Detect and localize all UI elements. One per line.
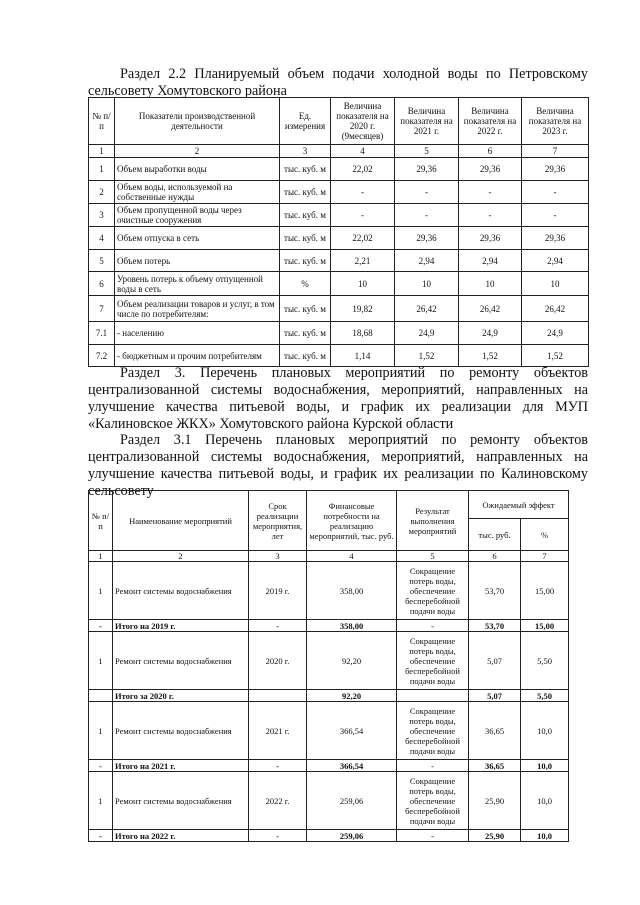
table-cell: 29,36 xyxy=(459,227,522,250)
table-cell: - xyxy=(459,204,522,227)
table-cell: - xyxy=(331,204,395,227)
table-cell: 1,52 xyxy=(395,345,459,367)
table-cell: 24,9 xyxy=(459,322,522,345)
table-cell: Итого на 2021 г. xyxy=(113,760,249,772)
table-cell: 7.2 xyxy=(89,345,115,367)
table-cell: Ремонт системы водоснабжения xyxy=(113,562,249,620)
table-cell: Ремонт системы водоснабжения xyxy=(113,772,249,830)
column-header: Ожидаемый эффект xyxy=(469,491,569,519)
column-header: тыс. руб. xyxy=(469,519,521,551)
table-header-row xyxy=(89,98,589,145)
table-row xyxy=(89,296,589,322)
table-cell: - xyxy=(522,204,589,227)
table-cell: Итого за 2020 г. xyxy=(113,690,249,702)
table-cell: Сокращение потерь воды, обеспечение бесперебойной подачи воды xyxy=(397,772,469,830)
table-cell: 25,90 xyxy=(469,830,521,842)
column-header: Величина показателя на 2020 г. (9месяцев) xyxy=(331,98,395,145)
table-cell: 2021 г. xyxy=(249,702,307,760)
column-number: 6 xyxy=(469,551,521,562)
table-cell: 1,14 xyxy=(331,345,395,367)
table-cell: - xyxy=(395,181,459,204)
table-cell: 1 xyxy=(89,158,115,181)
table-cell: - xyxy=(397,830,469,842)
table-cell: - xyxy=(397,760,469,772)
table-row xyxy=(89,772,569,830)
table-cell: - населению xyxy=(115,322,280,345)
column-header: № п/п xyxy=(89,491,113,551)
column-number: 6 xyxy=(459,145,522,158)
repair-measures-table xyxy=(88,490,569,842)
column-header: № п/п xyxy=(89,98,115,145)
table-cell: 36,65 xyxy=(469,760,521,772)
table-row xyxy=(89,702,569,760)
table-cell: - xyxy=(89,760,113,772)
table-cell: 25,90 xyxy=(469,772,521,830)
table-cell: 259,06 xyxy=(307,772,397,830)
table-cell: Итого на 2019 г. xyxy=(113,620,249,632)
table-cell: - бюджетным и прочим потребителям xyxy=(115,345,280,367)
table-cell: 19,82 xyxy=(331,296,395,322)
table-cell: Сокращение потерь воды, обеспечение бесперебойной подачи воды xyxy=(397,632,469,690)
table-cell: Объем воды, используемой на собственные нужды xyxy=(115,181,280,204)
column-number: 2 xyxy=(113,551,249,562)
table-cell: тыс. куб. м xyxy=(280,158,331,181)
table-cell: 5,07 xyxy=(469,632,521,690)
table-cell: Объем отпуска в сеть xyxy=(115,227,280,250)
table-cell: % xyxy=(280,272,331,296)
table-cell: 259,06 xyxy=(307,830,397,842)
table-cell: 29,36 xyxy=(459,158,522,181)
table-row xyxy=(89,181,589,204)
table-row xyxy=(89,204,589,227)
column-header: % xyxy=(521,519,569,551)
table-cell: 24,9 xyxy=(522,322,589,345)
table-row xyxy=(89,345,589,367)
table-cell: 36,65 xyxy=(469,702,521,760)
table-cell: тыс. куб. м xyxy=(280,322,331,345)
table-cell: тыс. куб. м xyxy=(280,204,331,227)
total-row xyxy=(89,620,569,632)
table-cell: 92,20 xyxy=(307,690,397,702)
column-header: Ед. измерения xyxy=(280,98,331,145)
table-cell: 2,94 xyxy=(395,250,459,272)
table-cell: Ремонт системы водоснабжения xyxy=(113,702,249,760)
table-cell: 1 xyxy=(89,562,113,620)
table-row xyxy=(89,272,589,296)
table-cell: 10 xyxy=(459,272,522,296)
table-cell: 5 xyxy=(89,250,115,272)
column-number-row xyxy=(89,145,589,158)
table-cell: 6 xyxy=(89,272,115,296)
table-cell: Уровень потерь к объему отпущенной воды в сеть xyxy=(115,272,280,296)
table-cell: тыс. куб. м xyxy=(280,181,331,204)
column-number: 1 xyxy=(89,145,115,158)
table-cell: 2 xyxy=(89,181,115,204)
table-cell: 26,42 xyxy=(522,296,589,322)
table-cell: - xyxy=(249,760,307,772)
table-row xyxy=(89,322,589,345)
table-cell: - xyxy=(331,181,395,204)
planned-water-supply-table xyxy=(88,97,589,367)
column-number: 3 xyxy=(249,551,307,562)
column-header: Величина показателя на 2023 г. xyxy=(522,98,589,145)
section-2-2-title: Раздел 2.2 Планируемый объем подачи холодной воды по Петровскому сельсовету Хомутовского района xyxy=(88,66,588,99)
section-3-title: Раздел 3. Перечень плановых мероприятий по ремонту объектов централизованной системы водоснабжения, мероприятий, направленных на улучшение качества питьевой воды, и график их реализации для МУП «Калиновское ЖКХ» Хомутовского района Курской области xyxy=(88,365,588,432)
table-cell: 53,70 xyxy=(469,562,521,620)
table-cell: 29,36 xyxy=(395,158,459,181)
total-row xyxy=(89,690,569,702)
table-header-row xyxy=(89,491,569,519)
table-cell: - xyxy=(459,181,522,204)
column-number: 1 xyxy=(89,551,113,562)
table-cell: 26,42 xyxy=(459,296,522,322)
table-cell: 7.1 xyxy=(89,322,115,345)
table-row xyxy=(89,227,589,250)
table-cell: - xyxy=(249,620,307,632)
table-cell: - xyxy=(395,204,459,227)
column-header: Наименование мероприятий xyxy=(113,491,249,551)
table-cell: Сокращение потерь воды, обеспечение бесперебойной подачи воды xyxy=(397,702,469,760)
table-cell: 10,0 xyxy=(521,702,569,760)
table-cell: Объем пропущенной воды через очистные сооружения xyxy=(115,204,280,227)
table-cell: 4 xyxy=(89,227,115,250)
table-cell: 7 xyxy=(89,296,115,322)
table-cell: 10,0 xyxy=(521,760,569,772)
table-cell: 22,02 xyxy=(331,158,395,181)
table-cell: - xyxy=(249,830,307,842)
column-number: 2 xyxy=(115,145,280,158)
table-cell: тыс. куб. м xyxy=(280,227,331,250)
column-number: 4 xyxy=(331,145,395,158)
table-cell: 26,42 xyxy=(395,296,459,322)
table-cell: 2,94 xyxy=(522,250,589,272)
table-cell: 366,54 xyxy=(307,702,397,760)
table-row xyxy=(89,250,589,272)
table-cell: 10,0 xyxy=(521,830,569,842)
table-cell: 22,02 xyxy=(331,227,395,250)
total-row xyxy=(89,760,569,772)
table-row xyxy=(89,158,589,181)
table-cell xyxy=(397,690,469,702)
table-cell: 24,9 xyxy=(395,322,459,345)
column-header: Величина показателя на 2022 г. xyxy=(459,98,522,145)
table-cell: Ремонт системы водоснабжения xyxy=(113,632,249,690)
table-cell: 1 xyxy=(89,772,113,830)
table-cell: 2019 г. xyxy=(249,562,307,620)
total-row xyxy=(89,830,569,842)
column-number: 5 xyxy=(395,145,459,158)
table-cell: 2022 г. xyxy=(249,772,307,830)
column-header: Срок реализации мероприятия, лет xyxy=(249,491,307,551)
table-cell xyxy=(249,690,307,702)
table-cell: тыс. куб. м xyxy=(280,345,331,367)
table-cell: тыс. куб. м xyxy=(280,250,331,272)
table-cell: тыс. куб. м xyxy=(280,296,331,322)
column-number-row xyxy=(89,551,569,562)
table-cell: 29,36 xyxy=(522,158,589,181)
table-cell: Объем потерь xyxy=(115,250,280,272)
table-row xyxy=(89,562,569,620)
table-cell: 15,00 xyxy=(521,562,569,620)
table-cell: 2,94 xyxy=(459,250,522,272)
table-cell xyxy=(89,690,113,702)
table-cell: 1,52 xyxy=(459,345,522,367)
table-cell: 29,36 xyxy=(395,227,459,250)
table-cell: 5,50 xyxy=(521,690,569,702)
table-cell: 15,00 xyxy=(521,620,569,632)
table-cell: 18,68 xyxy=(331,322,395,345)
table-cell: 1 xyxy=(89,632,113,690)
column-number: 4 xyxy=(307,551,397,562)
column-header: Показатели производственной деятельности xyxy=(115,98,280,145)
table-cell: Итого на 2022 г. xyxy=(113,830,249,842)
table-cell: - xyxy=(89,620,113,632)
table-cell: 5,50 xyxy=(521,632,569,690)
table-cell: 29,36 xyxy=(522,227,589,250)
table-cell: 366,54 xyxy=(307,760,397,772)
table-cell: 5,07 xyxy=(469,690,521,702)
table-cell: 358,00 xyxy=(307,620,397,632)
table-cell: 1,52 xyxy=(522,345,589,367)
table-cell: 1 xyxy=(89,702,113,760)
table-cell: 2,21 xyxy=(331,250,395,272)
column-header: Финансовые потребности на реализацию мероприятий, тыс. руб. xyxy=(307,491,397,551)
section-3-1-title: Раздел 3.1 Перечень плановых мероприятий по ремонту объектов централизованной системы водоснабжения, мероприятий, направленных на улучшение качества питьевой воды, и график их реализации по Калиновскому сельсовету xyxy=(88,432,588,499)
table-cell: 10 xyxy=(395,272,459,296)
column-number: 5 xyxy=(397,551,469,562)
table-cell: - xyxy=(522,181,589,204)
table-cell: 92,20 xyxy=(307,632,397,690)
column-number: 3 xyxy=(280,145,331,158)
column-header: Результат выполнения мероприятий xyxy=(397,491,469,551)
table-cell: - xyxy=(397,620,469,632)
table-cell: 358,00 xyxy=(307,562,397,620)
column-number: 7 xyxy=(522,145,589,158)
table-cell: 2020 г. xyxy=(249,632,307,690)
column-number: 7 xyxy=(521,551,569,562)
table-row xyxy=(89,632,569,690)
table-cell: - xyxy=(89,830,113,842)
column-header: Величина показателя на 2021 г. xyxy=(395,98,459,145)
table-cell: 10,0 xyxy=(521,772,569,830)
table-cell: 10 xyxy=(331,272,395,296)
table-cell: 3 xyxy=(89,204,115,227)
table-cell: Сокращение потерь воды, обеспечение бесперебойной подачи воды xyxy=(397,562,469,620)
table-cell: 10 xyxy=(522,272,589,296)
table-cell: 53,70 xyxy=(469,620,521,632)
table-cell: Объем реализации товаров и услуг, в том числе по потребителям: xyxy=(115,296,280,322)
table-cell: Объем выработки воды xyxy=(115,158,280,181)
